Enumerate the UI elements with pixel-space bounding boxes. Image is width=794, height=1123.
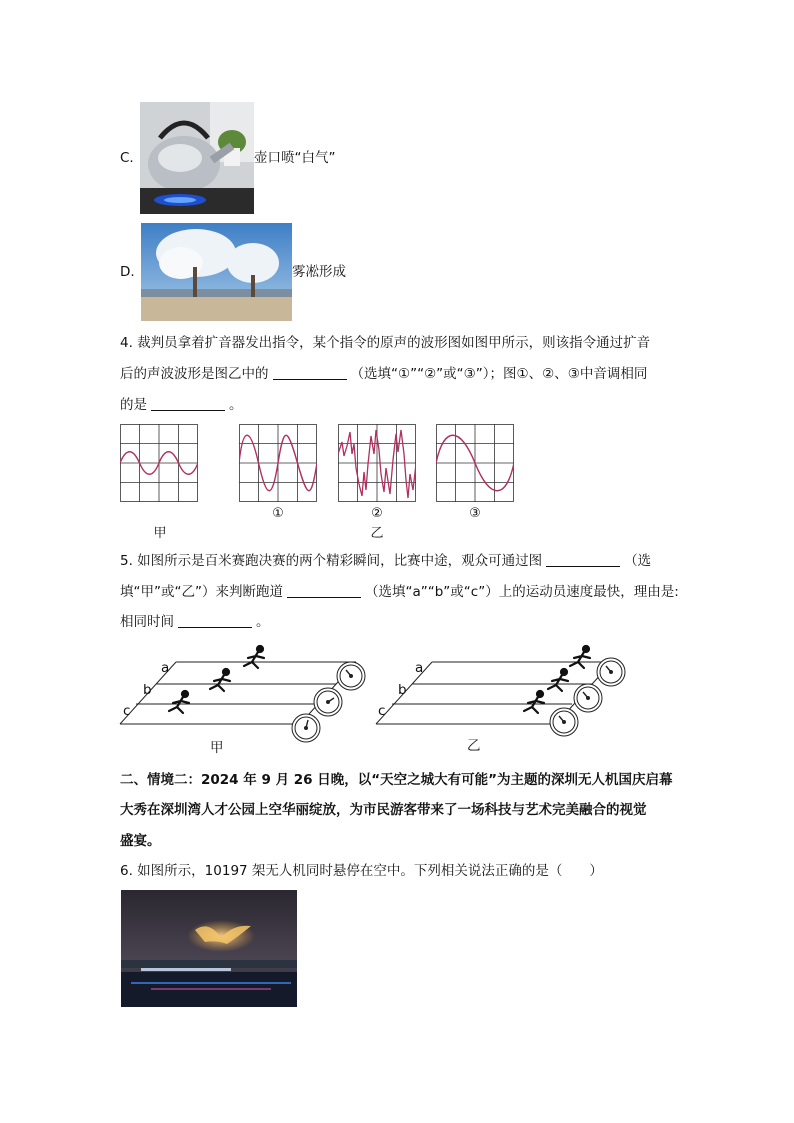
label-one: ① — [272, 506, 284, 521]
rime-trees-photo — [141, 223, 292, 321]
q5-line-3 — [120, 612, 270, 632]
lane-b-right: b — [398, 682, 407, 698]
q4-answer-blank-1[interactable] — [273, 365, 347, 380]
waveform-one — [239, 424, 317, 502]
drone-show-photo — [121, 890, 297, 1007]
q4-line-1: 4. 裁判员拿着扩音器发出指令，某个指令的原声的波形图如图甲所示，则该指令通过扩音 — [120, 335, 651, 351]
q6-text: 6. 如图所示，10197 架无人机同时悬停在空中。下列相关说法正确的是（ ） — [120, 863, 603, 879]
section2-line-3: 盛宴。 — [120, 833, 161, 849]
label-jia: 甲 — [153, 526, 167, 541]
waveform-three — [436, 424, 514, 502]
q5-line-2 — [120, 582, 679, 602]
option-d-caption: 雾凇形成 — [292, 264, 346, 280]
q4-answer-blank-2[interactable] — [151, 396, 225, 411]
race-track-yi — [374, 642, 630, 747]
lane-c-left: c — [123, 703, 131, 719]
option-c-letter: C. — [120, 150, 134, 166]
kettle-photo — [140, 102, 254, 214]
race-track-jia — [118, 642, 370, 747]
option-c-caption: 壶口喷“白气” — [254, 150, 336, 166]
option-d-letter: D. — [120, 264, 135, 280]
lane-b-left: b — [143, 682, 152, 698]
q5-line-1 — [120, 551, 651, 571]
section2-line-2: 大秀在深圳湾人才公园上空华丽绽放，为市民游客带来了一场科技与艺术完美融合的视觉 — [120, 802, 647, 818]
q5-line-1-part-b: （选 — [624, 553, 652, 569]
lane-a-right: a — [415, 660, 424, 676]
lane-a-left: a — [161, 660, 170, 676]
q5-answer-blank-2[interactable] — [287, 583, 361, 598]
q4-line-2 — [120, 364, 647, 384]
q4-line-2-part-b: （选填“①”“②”或“③”）；图①、②、③中音调相同 — [350, 366, 648, 382]
q5-line-1-part-a: 5. 如图所示是百米赛跑决赛的两个精彩瞬间，比赛中途，观众可通过图 — [120, 553, 543, 569]
lane-c-right: c — [378, 703, 386, 719]
section2-line-1: 二、情境二：2024 年 9 月 26 日晚，以“天空之城大有可能”为主题的深圳无人机国庆启幕 — [120, 772, 673, 788]
waveform-two — [338, 424, 416, 502]
q5-line-3-part-b: 。 — [256, 614, 270, 630]
label-two: ② — [371, 506, 383, 521]
figure-yi-label: 乙 — [467, 738, 481, 754]
q4-line-3-part-b: 。 — [229, 397, 243, 413]
q5-line-2-part-a: 填“甲”或“乙”）来判断跑道 — [120, 584, 283, 600]
q5-answer-blank-1[interactable] — [546, 552, 620, 567]
q4-line-2-part-a: 后的声波波形是图乙中的 — [120, 366, 269, 382]
q4-line-3-part-a: 的是 — [120, 397, 147, 413]
q5-answer-blank-3[interactable] — [178, 613, 252, 628]
q5-line-2-part-b: （选填“a”“b”或“c”）上的运动员速度最快，理由是: — [364, 584, 679, 600]
waveform-jia — [120, 424, 198, 502]
label-three: ③ — [469, 506, 481, 521]
label-yi: 乙 — [370, 526, 384, 541]
q4-line-3 — [120, 395, 243, 415]
q5-line-3-part-a: 相同时间 — [120, 614, 174, 630]
figure-jia-label: 甲 — [210, 740, 224, 756]
